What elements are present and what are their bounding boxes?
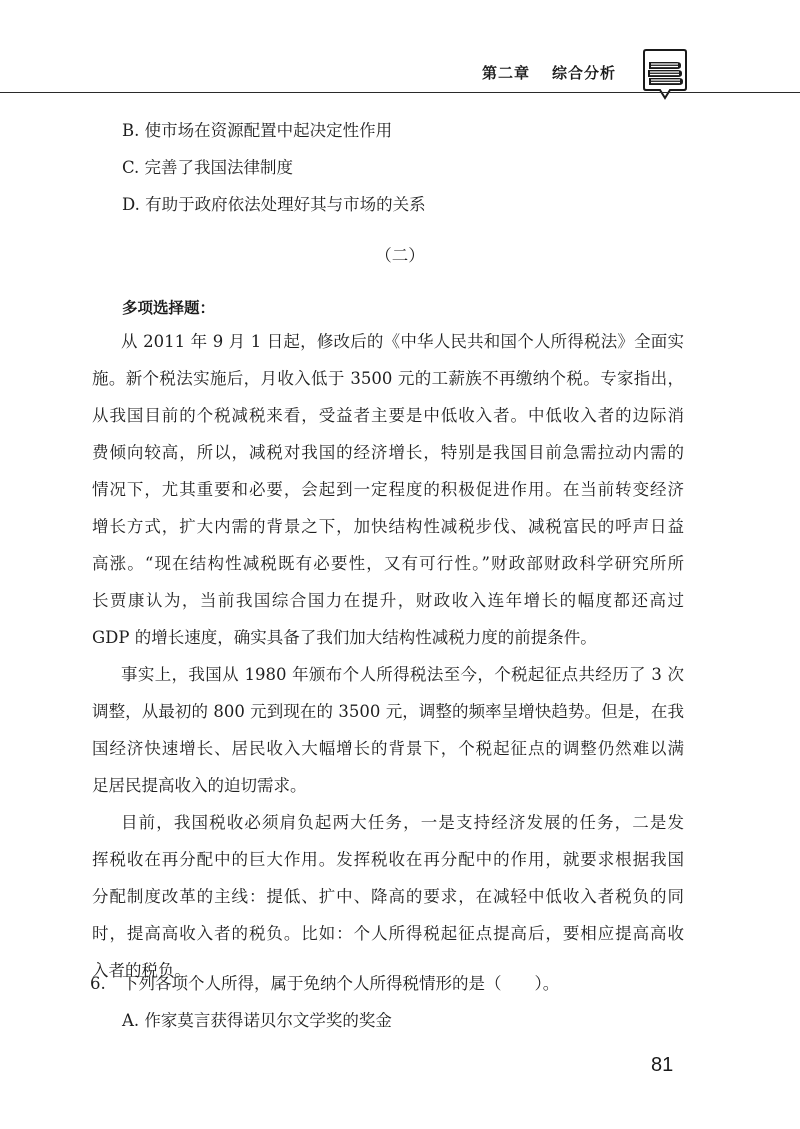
option-c: C. 完善了我国法律制度 bbox=[122, 158, 294, 177]
page-number: 81 bbox=[651, 1054, 674, 1076]
paragraph-1-line-1: 从 2011 年 9 月 1 日起，修改后的《中华人民共和国个人所得税法》全面实 bbox=[121, 332, 684, 351]
paragraph-2-line-2: 调整，从最初的 800 元到现在的 3500 元，调整的频率呈增快趋势。但是，在我 bbox=[92, 702, 684, 721]
chapter-label: 第二章 bbox=[482, 64, 531, 82]
section-marker: （二） bbox=[375, 246, 425, 265]
question-text: 下列各项个人所得，属于免纳个人所得税情形的是（ ）。 bbox=[122, 974, 560, 993]
paragraph-1-line-7: 高涨。“现在结构性减税既有必要性，又有可行性。”财政部财政科学研究所所 bbox=[92, 554, 684, 573]
paragraph-1-line-4: 费倾向较高，所以，减税对我国的经济增长，特别是我国目前急需拉动内需的 bbox=[92, 443, 684, 462]
paragraph-1-line-5: 情况下，尤其重要和必要，会起到一定程度的积极促进作用。在当前转变经济 bbox=[92, 480, 684, 499]
running-header bbox=[482, 62, 616, 83]
question-type-label: 多项选择题： bbox=[122, 299, 216, 317]
paragraph-3-line-3: 分配制度改革的主线：提低、扩中、降高的要求，在减轻中低收入者税负的同 bbox=[92, 887, 684, 906]
paragraph-3-line-4: 时，提高高收入者的税负。比如：个人所得税起征点提高后，要相应提高高收 bbox=[92, 924, 684, 943]
section-label: 综合分析 bbox=[552, 64, 617, 82]
paragraph-3-line-2: 挥税收在再分配中的巨大作用。发挥税收在再分配中的作用，就要求根据我国 bbox=[92, 850, 684, 869]
question-number: 6. bbox=[90, 974, 106, 993]
paragraph-2-line-4: 足居民提高收入的迫切需求。 bbox=[92, 776, 307, 795]
paragraph-1-line-2: 施。新个税法实施后，月收入低于 3500 元的工薪族不再缴纳个税。专家指出， bbox=[92, 369, 684, 388]
header-rule bbox=[0, 92, 800, 93]
option-b: B. 使市场在资源配置中起决定性作用 bbox=[122, 121, 393, 140]
paragraph-1-line-3: 从我国目前的个税减税来看，受益者主要是中低收入者。中低收入者的边际消 bbox=[92, 406, 684, 425]
paragraph-3-line-1: 目前，我国税收必须肩负起两大任务，一是支持经济发展的任务，二是发 bbox=[121, 813, 684, 832]
paragraph-1-line-9: GDP 的增长速度，确实具备了我们加大结构性减税力度的前提条件。 bbox=[92, 628, 597, 647]
book-stack-icon bbox=[641, 48, 689, 102]
paragraph-2-line-1: 事实上，我国从 1980 年颁布个人所得税法至今，个税起征点共经历了 3 次 bbox=[121, 665, 684, 684]
paragraph-1-line-8: 长贾康认为，当前我国综合国力在提升，财政收入连年增长的幅度都还高过 bbox=[92, 591, 684, 610]
paragraph-3-line-5: 入者的税负。 bbox=[92, 961, 191, 980]
option-a: A. 作家莫言获得诺贝尔文学奖的奖金 bbox=[122, 1011, 392, 1030]
paragraph-2-line-3: 国经济快速增长、居民收入大幅增长的背景下，个税起征点的调整仍然难以满 bbox=[92, 739, 684, 758]
paragraph-1-line-6: 增长方式，扩大内需的背景之下，加快结构性减税步伐、减税富民的呼声日益 bbox=[92, 517, 684, 536]
option-d: D. 有助于政府依法处理好其与市场的关系 bbox=[122, 195, 426, 214]
